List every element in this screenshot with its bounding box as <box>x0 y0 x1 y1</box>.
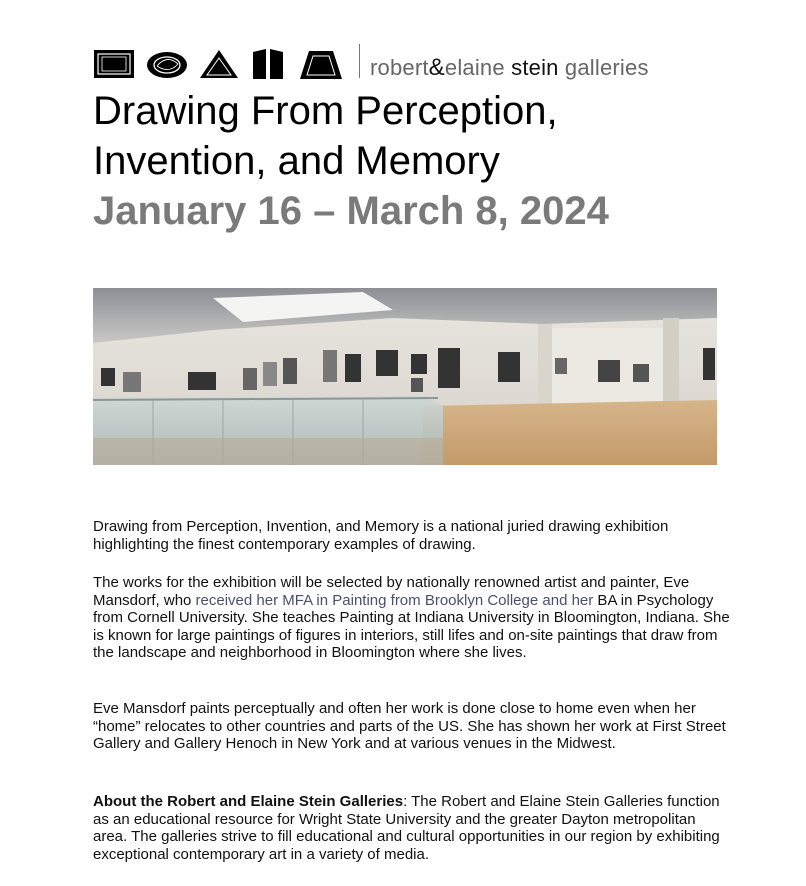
gallery-name-ampersand: & <box>428 54 445 81</box>
about-text: : The Robert and Elaine Stein Galleries function as an educational resource for Wright State University and the greater Dayton metropolitan area. The galleries strive to fill educational and cultural opportunities in our region by exhibiting exceptional contemporary art in a variety of media. <box>93 793 720 863</box>
exhibition-title-line-1: Drawing From Perception, <box>93 89 558 133</box>
gallery-name-galleries: galleries <box>564 55 649 80</box>
logo-triangle-icon <box>199 48 239 80</box>
exhibition-dates: January 16 – March 8, 2024 <box>93 189 609 233</box>
juror-paragraph-part-4: BA in Psychology from Cornell University. She teaches Painting at Indiana University in Bloomington, Indiana. She is known for large paintings of figures in interiors, still lifes and on-site paintings that draw from the landscape and neighborhood in Bloomington where she lives. <box>93 591 730 661</box>
exhibition-title-line-2: Invention, and Memory <box>93 139 500 183</box>
header-divider <box>359 44 360 78</box>
artist-paragraph: Eve Mansdorf paints perceptually and often her work is done close to home even when her “home” relocates to other countries and parts of the US. She has shown her work at First Street Gallery and Gallery Henoch in New York and at various venues in the Midwest. <box>93 700 726 752</box>
juror-paragraph-part-2: Eve Mansdorf, who <box>93 574 690 609</box>
gallery-photo <box>93 288 717 465</box>
juror-paragraph-part-1: The works for the exhibition will be selected by nationally renowned artist and painter, <box>93 574 664 591</box>
moama-logo <box>93 44 343 80</box>
about-heading: About the Robert and Elaine Stein Galleries <box>93 793 404 810</box>
logo-square-icon <box>93 48 135 80</box>
logo-trapezoid-icon <box>299 48 343 80</box>
gallery-name <box>370 54 649 82</box>
exhibition-title <box>93 86 793 186</box>
logo-oval-icon <box>145 48 189 80</box>
intro-paragraph: Drawing from Perception, Invention, and Memory is a national juried drawing exhibition highlighting the finest contemporary examples of drawing. <box>93 518 669 553</box>
juror-paragraph <box>93 574 733 662</box>
gallery-name-elaine: elaine <box>444 55 505 80</box>
gallery-name-robert: robert <box>370 55 429 80</box>
logo-column-icon <box>249 48 287 80</box>
juror-paragraph-part-3: received her MFA in Painting from Brooklyn College and her <box>195 591 594 609</box>
gallery-name-stein: stein <box>511 55 559 80</box>
about-paragraph <box>93 793 733 863</box>
